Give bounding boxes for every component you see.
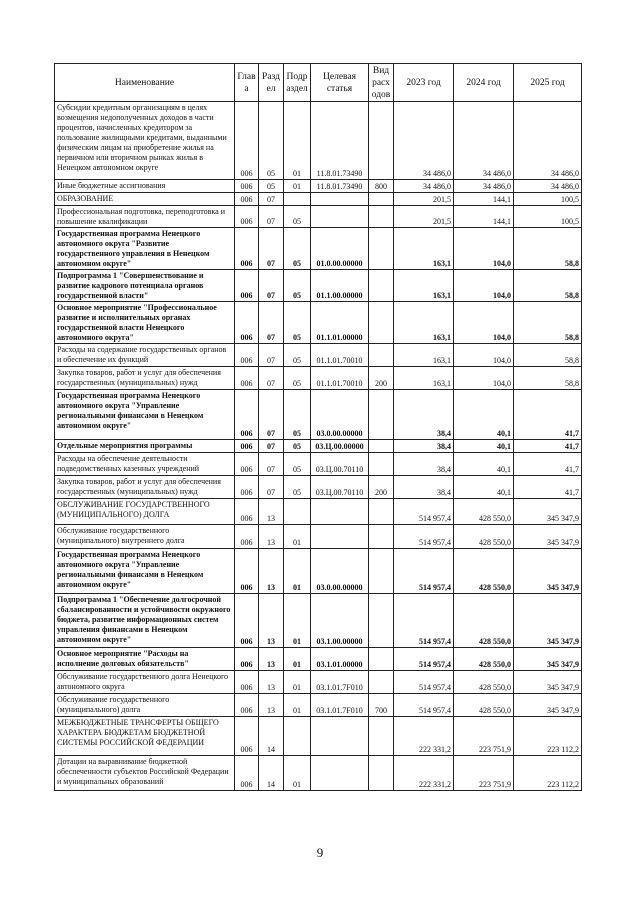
row-2024: 104,0 xyxy=(454,367,514,390)
row-name: Расходы на содержание государственных органов и обеспечение их функций xyxy=(55,344,235,367)
row-2023: 163,1 xyxy=(394,344,454,367)
row-vid xyxy=(369,270,394,302)
row-target: 03.1.01.7F010 xyxy=(311,671,369,694)
row-2023: 201,5 xyxy=(394,193,454,206)
row-razdel: 05 xyxy=(259,102,284,180)
row-target: 03.Ц.00.70110 xyxy=(311,476,369,499)
row-podrazdel: 01 xyxy=(284,694,311,717)
row-podrazdel: 05 xyxy=(284,270,311,302)
row-target xyxy=(311,193,369,206)
row-2025: 58,8 xyxy=(514,302,582,344)
row-podrazdel: 01 xyxy=(284,525,311,549)
row-2024: 428 550,0 xyxy=(454,694,514,717)
header-2023: 2023 год xyxy=(394,64,454,102)
table-row xyxy=(55,102,582,180)
row-target: 01.1.00.00000 xyxy=(311,270,369,302)
row-2023: 163,1 xyxy=(394,270,454,302)
row-2025: 345 347,9 xyxy=(514,594,582,648)
header-glava: Глав а xyxy=(235,64,259,102)
row-2025: 58,8 xyxy=(514,367,582,390)
table-row xyxy=(55,671,582,694)
table-row xyxy=(55,648,582,671)
table-row xyxy=(55,367,582,390)
row-glava: 006 xyxy=(235,302,259,344)
row-podrazdel: 05 xyxy=(284,302,311,344)
row-2024: 144,1 xyxy=(454,193,514,206)
row-2025: 345 347,9 xyxy=(514,694,582,717)
row-2023: 163,1 xyxy=(394,367,454,390)
row-2025: 41,7 xyxy=(514,390,582,440)
row-razdel: 07 xyxy=(259,228,284,270)
row-glava: 006 xyxy=(235,594,259,648)
row-glava: 006 xyxy=(235,648,259,671)
row-vid xyxy=(369,302,394,344)
row-name: Отдельные мероприятия программы xyxy=(55,440,235,453)
row-target: 03.1.01.7F010 xyxy=(311,694,369,717)
row-vid xyxy=(369,102,394,180)
header-razdel: Разд ел xyxy=(259,64,284,102)
row-vid: 200 xyxy=(369,367,394,390)
row-vid xyxy=(369,193,394,206)
row-razdel: 07 xyxy=(259,302,284,344)
header-target: Целевая статья xyxy=(311,64,369,102)
row-podrazdel: 05 xyxy=(284,367,311,390)
row-2023: 514 957,4 xyxy=(394,648,454,671)
row-name: Основное мероприятие "Профессиональное развитие и исполнительных органах государственной власти Ненецкого автономного округа" xyxy=(55,302,235,344)
row-glava: 006 xyxy=(235,344,259,367)
row-vid: 200 xyxy=(369,476,394,499)
row-razdel: 13 xyxy=(259,648,284,671)
row-glava: 006 xyxy=(235,367,259,390)
row-razdel: 07 xyxy=(259,193,284,206)
row-podrazdel: 05 xyxy=(284,390,311,440)
table-row xyxy=(55,206,582,228)
table-row xyxy=(55,270,582,302)
row-2023: 163,1 xyxy=(394,302,454,344)
row-2024: 223 751,9 xyxy=(454,717,514,756)
row-razdel: 13 xyxy=(259,671,284,694)
row-target xyxy=(311,499,369,525)
row-razdel: 07 xyxy=(259,270,284,302)
row-vid xyxy=(369,453,394,476)
row-name: Расходы на обеспечение деятельности подведомственных казенных учреждений xyxy=(55,453,235,476)
row-razdel: 14 xyxy=(259,756,284,791)
table-row xyxy=(55,756,582,791)
row-2023: 38,4 xyxy=(394,390,454,440)
row-razdel: 13 xyxy=(259,499,284,525)
row-2023: 514 957,4 xyxy=(394,694,454,717)
row-2024: 428 550,0 xyxy=(454,549,514,594)
row-name: МЕЖБЮДЖЕТНЫЕ ТРАНСФЕРТЫ ОБЩЕГО ХАРАКТЕРА БЮДЖЕТАМ БЮДЖЕТНОЙ СИСТЕМЫ РОССИЙСКОЙ ФЕДЕРАЦИИ xyxy=(55,717,235,756)
budget-table xyxy=(54,63,582,791)
row-vid xyxy=(369,549,394,594)
row-name: Иные бюджетные ассигнования xyxy=(55,180,235,193)
row-2024: 40,1 xyxy=(454,476,514,499)
row-2025: 58,8 xyxy=(514,270,582,302)
row-podrazdel: 05 xyxy=(284,228,311,270)
table-row xyxy=(55,228,582,270)
row-glava: 006 xyxy=(235,756,259,791)
header-2024: 2024 год xyxy=(454,64,514,102)
row-glava: 006 xyxy=(235,499,259,525)
row-vid xyxy=(369,648,394,671)
table-row xyxy=(55,717,582,756)
header-podrazdel: Подр аздел xyxy=(284,64,311,102)
table-row xyxy=(55,193,582,206)
row-target: 03.1.00.00000 xyxy=(311,594,369,648)
row-razdel: 13 xyxy=(259,594,284,648)
row-2023: 514 957,4 xyxy=(394,499,454,525)
row-2025: 223 112,2 xyxy=(514,756,582,791)
row-2023: 34 486,0 xyxy=(394,180,454,193)
row-podrazdel: 05 xyxy=(284,440,311,453)
row-name: Подпрограмма 1 "Совершенствование и развитие кадрового потенциала органов государственной власти" xyxy=(55,270,235,302)
row-razdel: 07 xyxy=(259,367,284,390)
row-glava: 006 xyxy=(235,671,259,694)
row-target: 01.1.01.70010 xyxy=(311,367,369,390)
row-2023: 34 486,0 xyxy=(394,102,454,180)
row-glava: 006 xyxy=(235,206,259,228)
row-target: 03.1.01.00000 xyxy=(311,648,369,671)
table-row xyxy=(55,302,582,344)
row-podrazdel: 01 xyxy=(284,102,311,180)
table-body xyxy=(55,102,582,791)
row-2024: 428 550,0 xyxy=(454,594,514,648)
row-glava: 006 xyxy=(235,717,259,756)
row-razdel: 14 xyxy=(259,717,284,756)
row-name: Обслуживание государственного (муниципального) долга xyxy=(55,694,235,717)
row-name: Государственная программа Ненецкого автономного округа "Развитие государственного управления в Ненецком автономном округе" xyxy=(55,228,235,270)
row-vid xyxy=(369,440,394,453)
row-glava: 006 xyxy=(235,525,259,549)
row-vid: 700 xyxy=(369,694,394,717)
row-2025: 345 347,9 xyxy=(514,648,582,671)
row-razdel: 13 xyxy=(259,549,284,594)
row-2024: 34 486,0 xyxy=(454,180,514,193)
row-name: Закупка товаров, работ и услуг для обеспечения государственных (муниципальных) нужд xyxy=(55,476,235,499)
row-2024: 428 550,0 xyxy=(454,648,514,671)
header-row xyxy=(55,64,582,102)
row-podrazdel: 01 xyxy=(284,648,311,671)
table-row xyxy=(55,499,582,525)
row-glava: 006 xyxy=(235,270,259,302)
row-name: Обслуживание государственного долга Ненецкого автономного округа xyxy=(55,671,235,694)
row-2025: 58,8 xyxy=(514,344,582,367)
row-name: Государственная программа Ненецкого автономного округа "Управление региональными финансами в Ненецком автономном округе" xyxy=(55,549,235,594)
row-glava: 006 xyxy=(235,193,259,206)
row-vid xyxy=(369,390,394,440)
row-2023: 163,1 xyxy=(394,228,454,270)
row-target: 03.Ц.00.70110 xyxy=(311,453,369,476)
row-2024: 40,1 xyxy=(454,390,514,440)
row-2023: 201,5 xyxy=(394,206,454,228)
row-name: Субсидии кредитным организациям в целях возмещения недополученных доходов в части процентов, начисленных кредитором за пользование жилищными кредитами, выданными физическим лицам на приобретение жилья на первичном или вторичном рынках жилья в Ненецком автономном округе xyxy=(55,102,235,180)
row-podrazdel xyxy=(284,499,311,525)
row-2025: 345 347,9 xyxy=(514,671,582,694)
row-2024: 144,1 xyxy=(454,206,514,228)
row-razdel: 05 xyxy=(259,180,284,193)
row-razdel: 07 xyxy=(259,344,284,367)
table-row xyxy=(55,525,582,549)
row-2023: 514 957,4 xyxy=(394,525,454,549)
row-name: Подпрограмма 1 "Обеспечение долгосрочной сбалансированности и устойчивости окружного бюджета, развитие информационных систем управления финансами в Ненецком автономном округе" xyxy=(55,594,235,648)
row-name: Дотации на выравнивание бюджетной обеспеченности субъектов Российской Федерации и муниципальных образований xyxy=(55,756,235,791)
table-row xyxy=(55,694,582,717)
table-row xyxy=(55,180,582,193)
row-razdel: 07 xyxy=(259,453,284,476)
row-2023: 514 957,4 xyxy=(394,671,454,694)
row-2023: 514 957,4 xyxy=(394,549,454,594)
row-target: 03.Ц.00.00000 xyxy=(311,440,369,453)
row-podrazdel xyxy=(284,717,311,756)
row-vid xyxy=(369,671,394,694)
row-target: 11.8.01.73490 xyxy=(311,180,369,193)
row-razdel: 07 xyxy=(259,390,284,440)
row-2024: 428 550,0 xyxy=(454,525,514,549)
row-glava: 006 xyxy=(235,390,259,440)
row-name: ОБСЛУЖИВАНИЕ ГОСУДАРСТВЕННОГО (МУНИЦИПАЛЬНОГО) ДОЛГА xyxy=(55,499,235,525)
row-glava: 006 xyxy=(235,549,259,594)
row-2023: 222 331,2 xyxy=(394,756,454,791)
row-glava: 006 xyxy=(235,180,259,193)
row-2023: 38,4 xyxy=(394,453,454,476)
row-2024: 40,1 xyxy=(454,440,514,453)
row-2023: 38,4 xyxy=(394,476,454,499)
row-2025: 223 112,2 xyxy=(514,717,582,756)
row-2025: 100,5 xyxy=(514,193,582,206)
row-vid xyxy=(369,228,394,270)
row-razdel: 13 xyxy=(259,525,284,549)
row-podrazdel: 01 xyxy=(284,756,311,791)
row-name: ОБРАЗОВАНИЕ xyxy=(55,193,235,206)
row-2025: 34 486,0 xyxy=(514,102,582,180)
table-row xyxy=(55,440,582,453)
row-2024: 428 550,0 xyxy=(454,499,514,525)
row-2025: 58,8 xyxy=(514,228,582,270)
row-podrazdel: 01 xyxy=(284,671,311,694)
row-vid xyxy=(369,344,394,367)
row-2024: 34 486,0 xyxy=(454,102,514,180)
row-name: Основное мероприятие "Расходы на исполнение долговых обязательств" xyxy=(55,648,235,671)
header-name: Наименование xyxy=(55,64,235,102)
table-row xyxy=(55,594,582,648)
row-2024: 104,0 xyxy=(454,228,514,270)
row-glava: 006 xyxy=(235,694,259,717)
row-razdel: 07 xyxy=(259,440,284,453)
row-razdel: 13 xyxy=(259,694,284,717)
row-podrazdel: 05 xyxy=(284,206,311,228)
row-2024: 104,0 xyxy=(454,270,514,302)
page-number: 9 xyxy=(316,845,324,860)
row-vid xyxy=(369,594,394,648)
row-podrazdel: 01 xyxy=(284,594,311,648)
row-glava: 006 xyxy=(235,102,259,180)
row-podrazdel: 05 xyxy=(284,453,311,476)
table-row xyxy=(55,344,582,367)
row-podrazdel: 01 xyxy=(284,549,311,594)
row-razdel: 07 xyxy=(259,206,284,228)
row-name: Государственная программа Ненецкого автономного округа "Управление региональными финансами в Ненецком автономном округе" xyxy=(55,390,235,440)
row-2025: 41,7 xyxy=(514,453,582,476)
row-name: Закупка товаров, работ и услуг для обеспечения государственных (муниципальных) нужд xyxy=(55,367,235,390)
row-2023: 38,4 xyxy=(394,440,454,453)
row-2025: 41,7 xyxy=(514,476,582,499)
row-target: 01.0.00.00000 xyxy=(311,228,369,270)
row-razdel: 07 xyxy=(259,476,284,499)
row-2024: 223 751,9 xyxy=(454,756,514,791)
row-target xyxy=(311,717,369,756)
row-podrazdel: 05 xyxy=(284,344,311,367)
row-glava: 006 xyxy=(235,476,259,499)
row-name: Обслуживание государственного (муниципального) внутреннего долга xyxy=(55,525,235,549)
row-2025: 41,7 xyxy=(514,440,582,453)
table-row xyxy=(55,476,582,499)
row-2024: 104,0 xyxy=(454,302,514,344)
row-glava: 006 xyxy=(235,453,259,476)
row-2025: 345 347,9 xyxy=(514,525,582,549)
row-2025: 100,5 xyxy=(514,206,582,228)
row-2025: 345 347,9 xyxy=(514,499,582,525)
row-target: 01.1.01.00000 xyxy=(311,302,369,344)
header-2025: 2025 год xyxy=(514,64,582,102)
row-vid xyxy=(369,499,394,525)
table-row xyxy=(55,549,582,594)
row-2023: 222 331,2 xyxy=(394,717,454,756)
row-glava: 006 xyxy=(235,440,259,453)
row-podrazdel xyxy=(284,193,311,206)
row-2023: 514 957,4 xyxy=(394,594,454,648)
row-vid: 800 xyxy=(369,180,394,193)
row-glava: 006 xyxy=(235,228,259,270)
row-vid xyxy=(369,525,394,549)
row-vid xyxy=(369,717,394,756)
header-vid: Вид расх одов xyxy=(369,64,394,102)
row-podrazdel: 01 xyxy=(284,180,311,193)
row-target: 01.1.01.70010 xyxy=(311,344,369,367)
row-name: Профессиональная подготовка, переподготовка и повышение квалификации xyxy=(55,206,235,228)
row-2024: 104,0 xyxy=(454,344,514,367)
table-row xyxy=(55,453,582,476)
row-vid xyxy=(369,756,394,791)
row-target: 03.0.00.00000 xyxy=(311,390,369,440)
row-target: 11.8.01.73490 xyxy=(311,102,369,180)
row-podrazdel: 05 xyxy=(284,476,311,499)
row-2024: 40,1 xyxy=(454,453,514,476)
row-target xyxy=(311,206,369,228)
row-2025: 34 486,0 xyxy=(514,180,582,193)
row-target xyxy=(311,756,369,791)
row-2024: 428 550,0 xyxy=(454,671,514,694)
row-target xyxy=(311,525,369,549)
table-row xyxy=(55,390,582,440)
row-vid xyxy=(369,206,394,228)
row-2025: 345 347,9 xyxy=(514,549,582,594)
row-target: 03.0.00.00000 xyxy=(311,549,369,594)
